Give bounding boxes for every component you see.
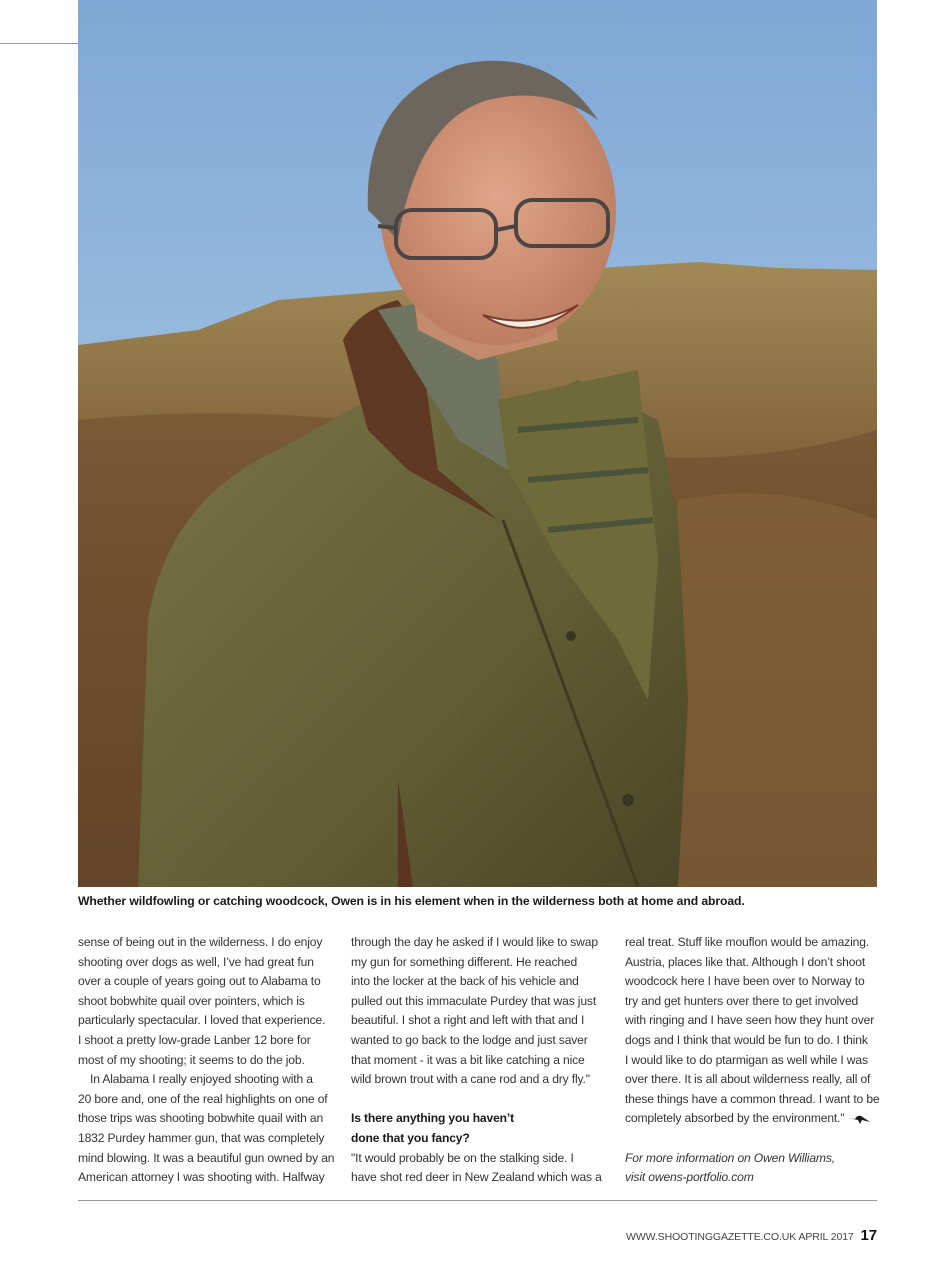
- body-text-line: these things have a common thread. I want to be: [625, 1091, 880, 1106]
- body-text-line: I shoot a pretty low-grade Lanber 12 bore for: [78, 1032, 311, 1047]
- portrait-photo: [78, 0, 877, 887]
- body-text-line: beautiful. I shot a right and left with that and I: [351, 1013, 585, 1028]
- article-column-1: [78, 933, 333, 1188]
- body-text-line: most of my shooting; it seems to do the job.: [78, 1052, 305, 1067]
- body-text-line: real treat. Stuff like mouflon would be amazing.: [625, 935, 869, 949]
- more-info-line: For more information on Owen Williams,: [625, 1150, 835, 1165]
- body-text-line: I would like to do ptarmigan as well while I was: [625, 1052, 868, 1067]
- article-column-3: [625, 933, 880, 1188]
- body-text-line: Austria, places like that. Although I don’t shoot: [625, 954, 866, 969]
- body-text-line: shoot bobwhite quail over pointers, which is: [78, 993, 305, 1008]
- body-text-end: completely absorbed by the environment.": [625, 1111, 845, 1126]
- body-text-line: shooting over dogs as well, I’ve had great fun: [78, 954, 314, 969]
- body-text-line: "It would probably be on the stalking side. I: [351, 1150, 574, 1165]
- body-text-line: 20 bore and, one of the real highlights on one of: [78, 1091, 328, 1106]
- body-text-line: over a couple of years going out to Alabama to: [78, 974, 321, 989]
- bottom-rule: [78, 1200, 877, 1201]
- body-text-line: particularly spectacular. I loved that experience.: [78, 1013, 326, 1028]
- body-text-line: In Alabama I really enjoyed shooting with a: [90, 1072, 313, 1087]
- interview-question: done that you fancy?: [351, 1130, 470, 1145]
- article-column-2: [351, 933, 606, 1188]
- interview-question: Is there anything you haven’t: [351, 1111, 514, 1126]
- body-text-line: pulled out this immaculate Purdey that was just: [351, 993, 597, 1008]
- body-text-line: wanted to go back to the lodge and just saver: [351, 1032, 588, 1047]
- body-text-line: my gun for something different. He reached: [351, 954, 578, 969]
- body-text-line: mind blowing. It was a beautiful gun owned by an: [78, 1150, 335, 1165]
- more-info-link[interactable]: visit owens-portfolio.com: [625, 1170, 754, 1185]
- body-text-line: through the day he asked if I would like to swap: [351, 935, 598, 949]
- photo-caption: Whether wildfowling or catching woodcock, Owen is in his element when in the wilderness both at home and abroad.: [78, 894, 745, 908]
- body-text-line: that moment - it was a bit like catching a nice: [351, 1052, 585, 1067]
- footer-site[interactable]: WWW.SHOOTINGGAZETTE.CO.UK: [626, 1231, 797, 1243]
- footer-issue: APRIL 2017: [798, 1231, 854, 1243]
- body-text-line: into the locker at the back of his vehicle and: [351, 974, 579, 989]
- body-text-line: 1832 Purdey hammer gun, that was completely: [78, 1130, 325, 1145]
- page-footer: [626, 1227, 877, 1244]
- body-text-line: try and get hunters over there to get involved: [625, 993, 859, 1008]
- body-text-line: American attorney I was shooting with. Halfway: [78, 1170, 325, 1185]
- body-text-line: over there. It is all about wilderness really, all of: [625, 1072, 871, 1087]
- top-left-rule: [0, 43, 78, 44]
- body-text-line: wild brown trout with a cane rod and a dry fly.": [351, 1072, 590, 1087]
- body-text-line: sense of being out in the wilderness. I do enjoy: [78, 935, 323, 949]
- body-text-line: [625, 1109, 880, 1129]
- page-number: 17: [860, 1227, 877, 1244]
- body-text-line: those trips was shooting bobwhite quail with an: [78, 1111, 324, 1126]
- body-text-line: woodcock here I have been over to Norway to: [625, 974, 865, 989]
- woodcock-icon: [848, 1113, 870, 1125]
- body-text-line: have shot red deer in New Zealand which was a: [351, 1170, 602, 1185]
- body-text-line: dogs and I think that would be fun to do. I think: [625, 1032, 868, 1047]
- body-text-line: with ringing and I have seen how they hunt over: [625, 1013, 875, 1028]
